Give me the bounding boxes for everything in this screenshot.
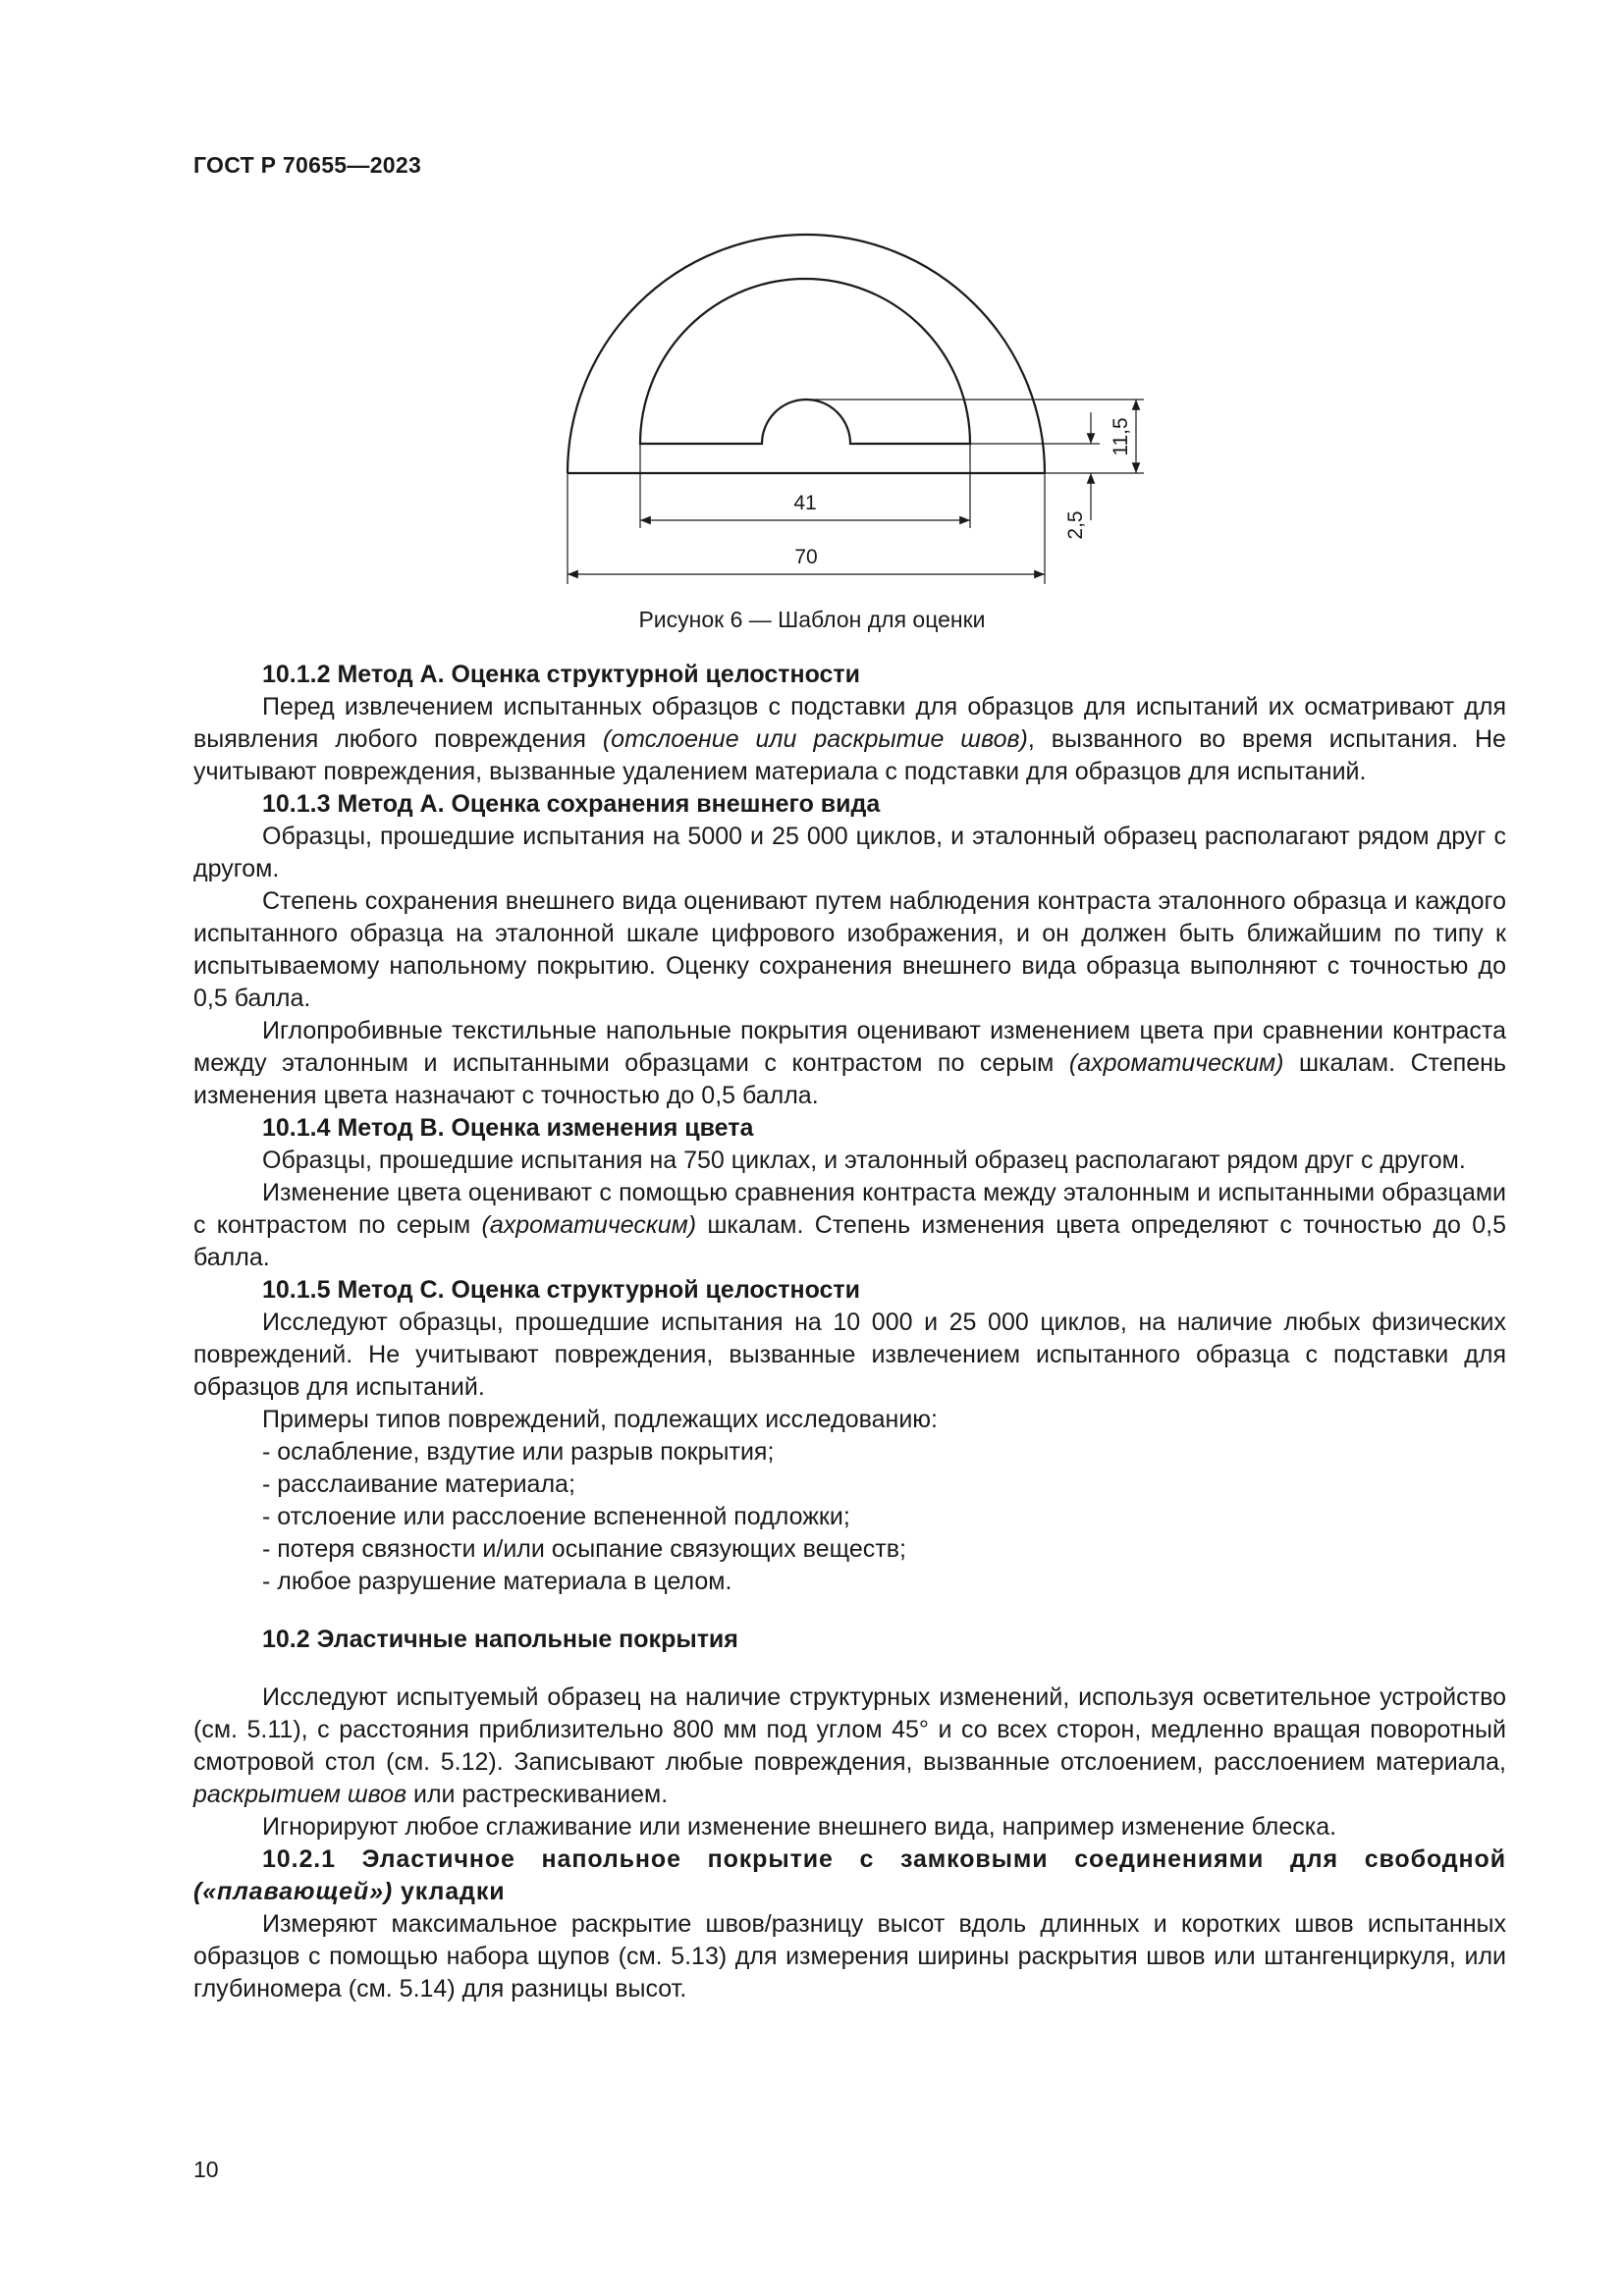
italic-run: (ахроматическим) — [1068, 1049, 1284, 1077]
heading-10-1-2: 10.1.2 Метод А. Оценка структурной целостности — [262, 661, 861, 688]
paragraph: Исследуют образцы, прошедшие испытания на 10 000 и 25 000 циклов, на наличие любых физических повреждений. Не учитывают повреждения, вызванные извлечением испытанного образца с подставки для образцов для испытаний. — [193, 1308, 1506, 1401]
paragraph: Измеряют максимальное раскрытие швов/разницу высот вдоль длинных и коротких швов испытанных образцов с помощью набора щупов (см. 5.13) для измерения ширины раскрытия швов или штангенциркуля, или глубиномера (см. 5.14) для разницы высот. — [193, 1910, 1506, 2002]
list-item: - потеря связности и/или осыпание связующих веществ; — [262, 1535, 906, 1563]
dim-70-label: 70 — [794, 546, 818, 568]
paragraph: Игнорируют любое сглаживание или изменение внешнего вида, например изменение блеска. — [262, 1813, 1337, 1841]
page-number: 10 — [193, 2157, 219, 2182]
paragraph: Образцы, прошедшие испытания на 5000 и 25 000 циклов, и эталонный образец располагают рядом друг с другом. — [193, 823, 1506, 882]
paragraph: Примеры типов повреждений, подлежащих исследованию: — [262, 1406, 938, 1433]
text-run: 10.2.1 Эластичное напольное покрытие с замковыми соединениями для свободной — [262, 1845, 1506, 1873]
italic-run: («плавающей») — [193, 1878, 394, 1905]
dim-41-label: 41 — [793, 492, 817, 514]
evaluation-template-figure — [550, 226, 1178, 599]
italic-run: (ахроматическим) — [481, 1211, 697, 1239]
dim-25-label: 2,5 — [1064, 510, 1087, 540]
paragraph: Степень сохранения внешнего вида оценивают путем наблюдения контраста эталонного образца и каждого испытанного образца на эталонной шкале цифрового изображения, и он должен быть ближайшим по типу к испытываемому напольному покрытию. Оценку сохранения внешнего вида образца выполняют с точностью до 0,5 балла. — [193, 887, 1506, 1012]
figure-caption: Рисунок 6 — Шаблон для оценки — [638, 607, 986, 632]
text-run: шкалам. Степень изменения цвета определяют с точностью до 0,5 балла. — [193, 1211, 1506, 1271]
text-run: Исследуют испытуемый образец на наличие структурных изменений, используя осветительное устройство (см. 5.11), с расстояния приблизительно 800 мм под углом 45° и со всех сторон, медленно вращая поворотный смотровой стол (см. 5.12). Записывают любые повреждения, вызванные отслоением, расслоением материала, — [193, 1683, 1506, 1776]
heading-10-1-4: 10.1.4 Метод В. Оценка изменения цвета — [262, 1114, 754, 1142]
italic-run: (отслоение или раскрытие швов) — [602, 725, 1028, 753]
outer-arc — [568, 235, 1045, 473]
text-run: укладки — [393, 1878, 506, 1905]
document-body — [193, 659, 1506, 2005]
paragraph — [193, 1015, 1506, 1112]
paragraph — [193, 1682, 1506, 1811]
heading-10-1-3: 10.1.3 Метод А. Оценка сохранения внешнего вида — [262, 790, 881, 818]
list-item: - любое разрушение материала в целом. — [262, 1568, 732, 1595]
paragraph — [193, 1177, 1506, 1274]
paragraph: Образцы, прошедшие испытания на 750 циклах, и эталонный образец располагают рядом друг с другом. — [262, 1147, 1466, 1174]
heading-10-2-1 — [193, 1843, 1506, 1908]
paragraph — [193, 691, 1506, 788]
heading-10-2: 10.2 Эластичные напольные покрытия — [262, 1626, 738, 1653]
list-item: - отслоение или расслоение вспененной подложки; — [262, 1503, 850, 1530]
text-run: Иглопробивные текстильные напольные покрытия оценивают изменением цвета при сравнении контраста между эталонным и испытанными образцами с контрастом по серым — [193, 1017, 1506, 1077]
document-header: ГОСТ Р 70655—2023 — [193, 152, 422, 178]
text-run: Перед извлечением испытанных образцов с подставки для образцов для испытаний их осматривают для выявления любого повреждения — [193, 693, 1506, 753]
text-run: шкалам. Степень изменения цвета назначают с точностью до 0,5 балла. — [193, 1049, 1506, 1109]
dim-115-label: 11,5 — [1110, 417, 1132, 456]
text-run: или растрескиванием. — [406, 1781, 669, 1808]
inner-cutout — [640, 279, 970, 444]
list-item: - расслаивание материала; — [262, 1470, 575, 1498]
text-run: , вызванного во время испытания. Не учитывают повреждения, вызванные удалением материала с подставки для образцов для испытаний. — [193, 725, 1506, 785]
list-item: - ослабление, вздутие или разрыв покрытия; — [262, 1438, 775, 1466]
text-run: Изменение цвета оценивают с помощью сравнения контраста между эталонным и испытанными образцами с контрастом по серым — [193, 1179, 1506, 1239]
italic-run: раскрытием швов — [193, 1781, 407, 1808]
heading-10-1-5: 10.1.5 Метод С. Оценка структурной целостности — [262, 1276, 861, 1304]
